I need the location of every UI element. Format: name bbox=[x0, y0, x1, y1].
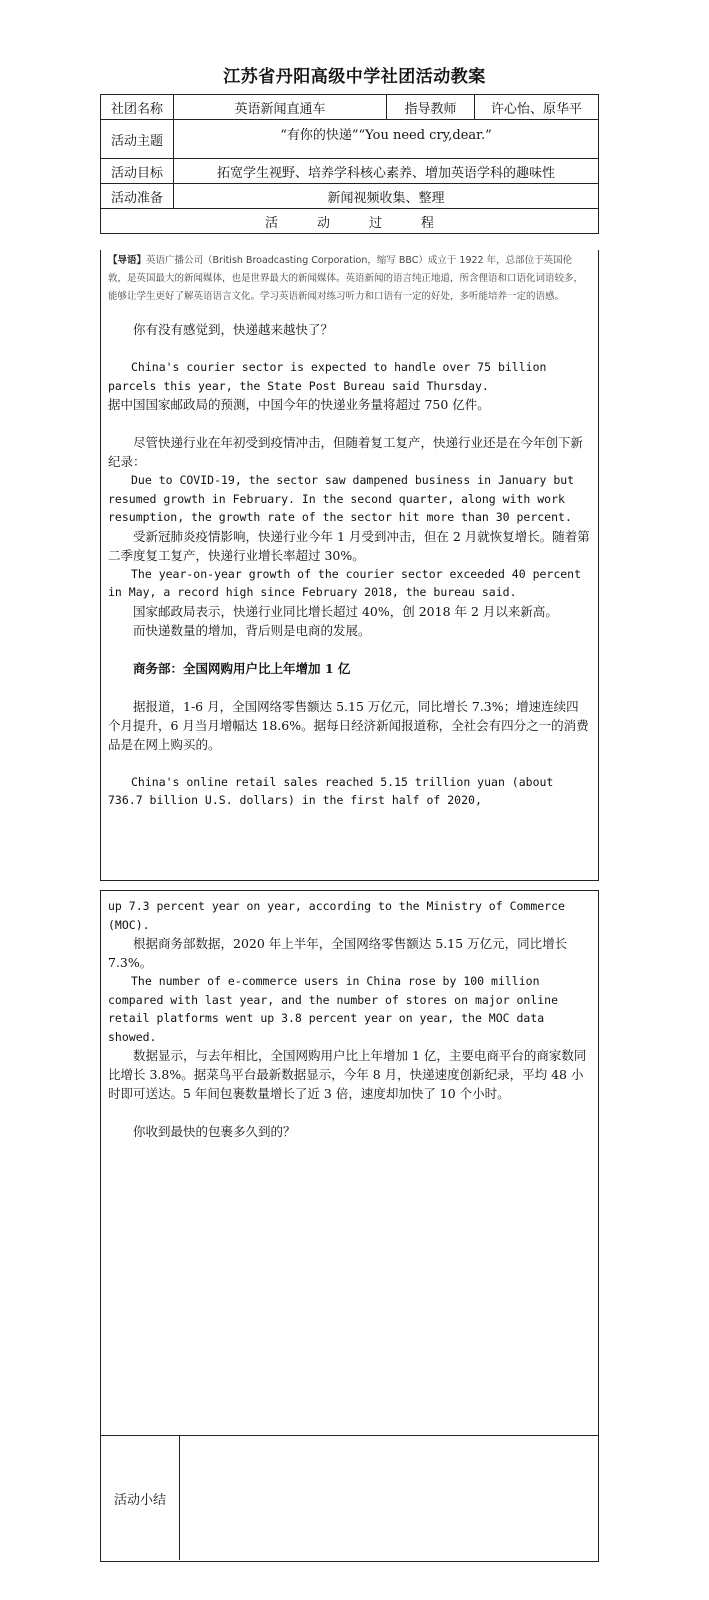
english-paragraph-4a: China's online retail sales reached 5.15 trillion yuan (about 736.7 billion U.S. dollars) in the first half of 2020, bbox=[108, 774, 554, 807]
prep-value: 新闻视频收集、整理 bbox=[174, 184, 599, 209]
theme-label: 活动主题 bbox=[101, 120, 174, 159]
chinese-paragraph-5: 而快递数量的增加，背后则是电商的发展。 bbox=[133, 622, 371, 638]
activity-process-page-1 bbox=[100, 250, 599, 881]
english-paragraph-3: The year-on-year growth of the courier sector exceeded 40 percent in May, a record high since February 2018, the bureau said. bbox=[108, 566, 582, 599]
section-heading: 商务部：全国网购用户比上年增加 1 亿 bbox=[133, 660, 351, 676]
activity-process-page-2 bbox=[100, 890, 599, 1562]
lead-paragraph bbox=[101, 250, 598, 306]
summary-label: 活动小结 bbox=[101, 1436, 180, 1560]
chinese-paragraph-6: 据报道，1-6 月，全国网络零售额达 5.15 万亿元，同比增长 7.3%；增速连续四个月提升，6 月当月增幅达 18.6%。据每日经济新闻报道称，全社会有四分之一的消费品是在网上购买的。 bbox=[108, 698, 589, 752]
theme-value: “有你的快递”“You need cry,dear.” bbox=[174, 120, 599, 159]
chinese-paragraph-1: 据中国国家邮政局的预测，中国今年的快递业务量将超过 750 亿件。 bbox=[108, 397, 490, 412]
lead-tag: 【导语】 bbox=[108, 255, 147, 266]
chinese-paragraph-3: 受新冠肺炎疫情影响，快递行业今年 1 月受到冲击，但在 2 月就恢复增长。随着第二季度复工复产，快递行业增长率超过 30%。 bbox=[108, 528, 590, 563]
club-name-label: 社团名称 bbox=[101, 95, 174, 120]
english-paragraph-4b: up 7.3 percent year on year, according to the Ministry of Commerce (MOC). bbox=[108, 899, 565, 932]
chinese-paragraph-7: 根据商务部数据，2020 年上半年，全国网络零售额达 5.15 万亿元，同比增长 7.3%。 bbox=[108, 936, 568, 970]
goal-label: 活动目标 bbox=[101, 159, 174, 184]
header-table bbox=[100, 94, 599, 234]
english-paragraph-1: China's courier sector is expected to handle over 75 billion parcels this year, the State Post Bureau said Thursday. bbox=[108, 360, 547, 393]
chinese-paragraph-4: 国家邮政局表示，快递行业同比增长超过 40%，创 2018 年 2 月以来新高。 bbox=[133, 603, 558, 619]
question-1: 你有没有感觉到，快递越来越快了？ bbox=[133, 322, 334, 337]
process-heading: 活 动 过 程 bbox=[101, 209, 599, 234]
teacher-label: 指导教师 bbox=[387, 95, 475, 120]
goal-value: 拓宽学生视野、培养学科核心素养、增加英语学科的趣味性 bbox=[174, 159, 599, 184]
chinese-paragraph-2: 尽管快递行业在年初受到疫情冲击，但随着复工复产，快递行业还是在今年创下新纪录： bbox=[108, 435, 584, 469]
summary-content bbox=[180, 1436, 598, 1560]
question-2: 你收到最快的包裹多久到的？ bbox=[133, 1124, 296, 1139]
document-title: 江苏省丹阳高级中学社团活动教案 bbox=[223, 67, 486, 87]
teacher-value: 许心怡、原华平 bbox=[475, 95, 599, 120]
english-paragraph-5: The number of e-commerce users in China rose by 100 million compared with last year, and the number of stores on major online retail platforms went up 3.8 percent year on year, the MOC data showed. bbox=[108, 974, 559, 1044]
summary-row bbox=[101, 1436, 598, 1560]
chinese-paragraph-8: 数据显示，与去年相比，全国网购用户比上年增加 1 亿，主要电商平台的商家数同比增长 3.8%。据菜鸟平台最新数据显示，今年 8 月，快递速度创新纪录，平均 48 小时即可送达。5 年间包裹数量增长了近 3 倍，速度却加快了 10 个小时。 bbox=[108, 1048, 587, 1101]
page-2-body bbox=[101, 891, 598, 1436]
club-name-value: 英语新闻直通车 bbox=[174, 95, 387, 120]
prep-label: 活动准备 bbox=[101, 184, 174, 209]
lead-text: 英语广播公司（British Broadcasting Corporation，缩写 BBC）成立于 1922 年，总部位于英国伦敦，是英国最大的新闻媒体，也是世界最大的新闻媒体。英语新闻的语言纯正地道，所含俚语和口语化词语较多，能够让学生更好了解英语语言文化。学习英语新闻对练习听力和口语有一定的好处，多听能培养一定的语感。 bbox=[108, 255, 584, 302]
english-paragraph-2: Due to COVID-19, the sector saw dampened business in January but resumed growth in February. In the second quarter, along with work resumption, the growth rate of the sector hit more than 30 percent. bbox=[108, 473, 575, 524]
